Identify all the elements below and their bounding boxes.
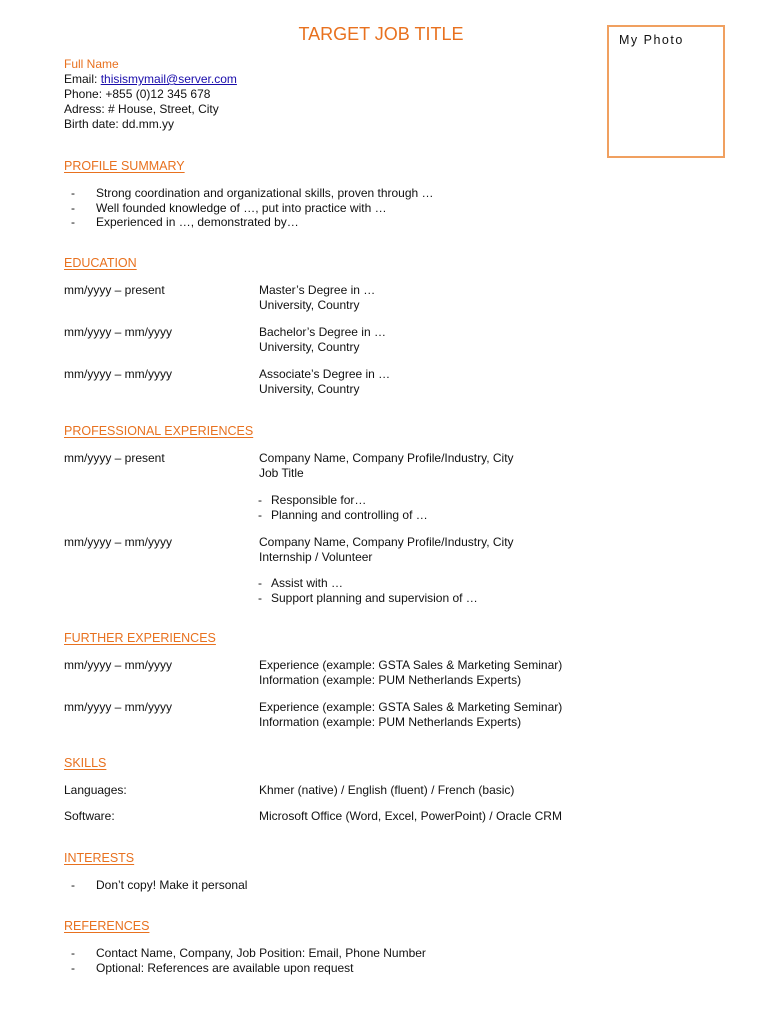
date-range: mm/yyyy – mm/yyyy	[64, 325, 172, 339]
references-list	[71, 946, 426, 975]
email-link[interactable]: thisismymail@server.com	[100, 72, 237, 86]
list-item	[258, 508, 428, 523]
list-item	[71, 186, 434, 201]
list-item-text: Experienced in …, demonstrated by…	[96, 215, 299, 229]
bullet-dash: -	[71, 200, 75, 215]
list-item	[258, 591, 478, 606]
degree: Associate’s Degree in …	[259, 367, 391, 381]
further-experiences-heading: FURTHER EXPERIENCES	[64, 631, 216, 645]
company: Company Name, Company Profile/Industry, City	[259, 535, 514, 549]
bullet-dash: -	[71, 946, 75, 960]
experience-info: Information (example: PUM Netherlands Experts)	[259, 672, 522, 687]
bullet-dash: -	[71, 186, 75, 200]
task-list	[258, 493, 428, 523]
bullet-dash: -	[71, 878, 75, 892]
skill-label: Languages:	[64, 783, 127, 797]
email-line	[64, 72, 237, 87]
photo-label: My Photo	[619, 33, 684, 47]
list-item-text: Planning and controlling of …	[271, 508, 428, 522]
full-name: Full Name	[64, 57, 119, 71]
profile-summary-list	[71, 186, 434, 230]
list-item	[71, 961, 426, 976]
list-item	[71, 215, 434, 230]
page-title: TARGET JOB TITLE	[298, 24, 464, 44]
date-range: mm/yyyy – mm/yyyy	[64, 658, 172, 672]
skill-label: Software:	[64, 809, 115, 823]
list-item	[258, 576, 478, 591]
profile-summary-heading: PROFILE SUMMARY	[64, 159, 185, 173]
task-list	[258, 576, 478, 606]
skill-value: Khmer (native) / English (fluent) / French (basic)	[259, 783, 515, 797]
date-range: mm/yyyy – present	[64, 283, 165, 297]
bullet-dash: -	[258, 576, 262, 590]
list-item-text: Contact Name, Company, Job Position: Email, Phone Number	[96, 946, 426, 960]
list-item-text: Don’t copy! Make it personal	[96, 878, 248, 892]
list-item	[71, 946, 426, 961]
institution: University, Country	[259, 381, 360, 396]
list-item-text: Responsible for…	[271, 493, 367, 507]
references-heading: REFERENCES	[64, 919, 150, 933]
bullet-dash: -	[71, 215, 75, 229]
education-heading: EDUCATION	[64, 256, 137, 270]
list-item-text: Strong coordination and organizational skills, proven through …	[96, 186, 434, 200]
bullet-dash: -	[258, 493, 262, 507]
company: Company Name, Company Profile/Industry, City	[259, 451, 514, 465]
skill-value: Microsoft Office (Word, Excel, PowerPoint) / Oracle CRM	[259, 809, 562, 823]
list-item-text: Support planning and supervision of …	[271, 591, 478, 605]
bullet-dash: -	[258, 508, 262, 522]
list-item	[71, 201, 434, 216]
date-range: mm/yyyy – present	[64, 451, 165, 465]
skills-heading: SKILLS	[64, 756, 107, 770]
list-item	[71, 878, 247, 893]
address-line: Adress: # House, Street, City	[64, 102, 219, 116]
contact-block	[64, 57, 237, 132]
phone-line: Phone: +855 (0)12 345 678	[64, 87, 211, 101]
professional-experiences-heading: PROFESSIONAL EXPERIENCES	[64, 424, 254, 438]
date-range: mm/yyyy – mm/yyyy	[64, 700, 172, 714]
interests-heading: INTERESTS	[64, 851, 135, 865]
list-item-text: Optional: References are available upon request	[96, 960, 354, 975]
position: Job Title	[259, 465, 304, 480]
degree: Bachelor’s Degree in …	[259, 325, 386, 339]
interests-list	[71, 878, 247, 893]
list-item-text: Assist with …	[271, 576, 344, 590]
experience: Experience (example: GSTA Sales & Marketing Seminar)	[259, 700, 563, 714]
email-label: Email:	[64, 72, 101, 86]
photo-placeholder	[607, 25, 725, 158]
date-range: mm/yyyy – mm/yyyy	[64, 367, 172, 381]
date-range: mm/yyyy – mm/yyyy	[64, 535, 172, 549]
bullet-dash: -	[258, 591, 262, 605]
institution: University, Country	[259, 339, 360, 354]
position: Internship / Volunteer	[259, 549, 373, 564]
bullet-dash: -	[71, 960, 75, 975]
degree: Master’s Degree in …	[259, 283, 376, 297]
list-item	[258, 493, 428, 508]
institution: University, Country	[259, 297, 360, 312]
birth-date-line: Birth date: dd.mm.yy	[64, 117, 175, 131]
experience: Experience (example: GSTA Sales & Marketing Seminar)	[259, 658, 563, 672]
experience-info: Information (example: PUM Netherlands Experts)	[259, 714, 522, 729]
list-item-text: Well founded knowledge of …, put into practice with …	[96, 200, 387, 215]
